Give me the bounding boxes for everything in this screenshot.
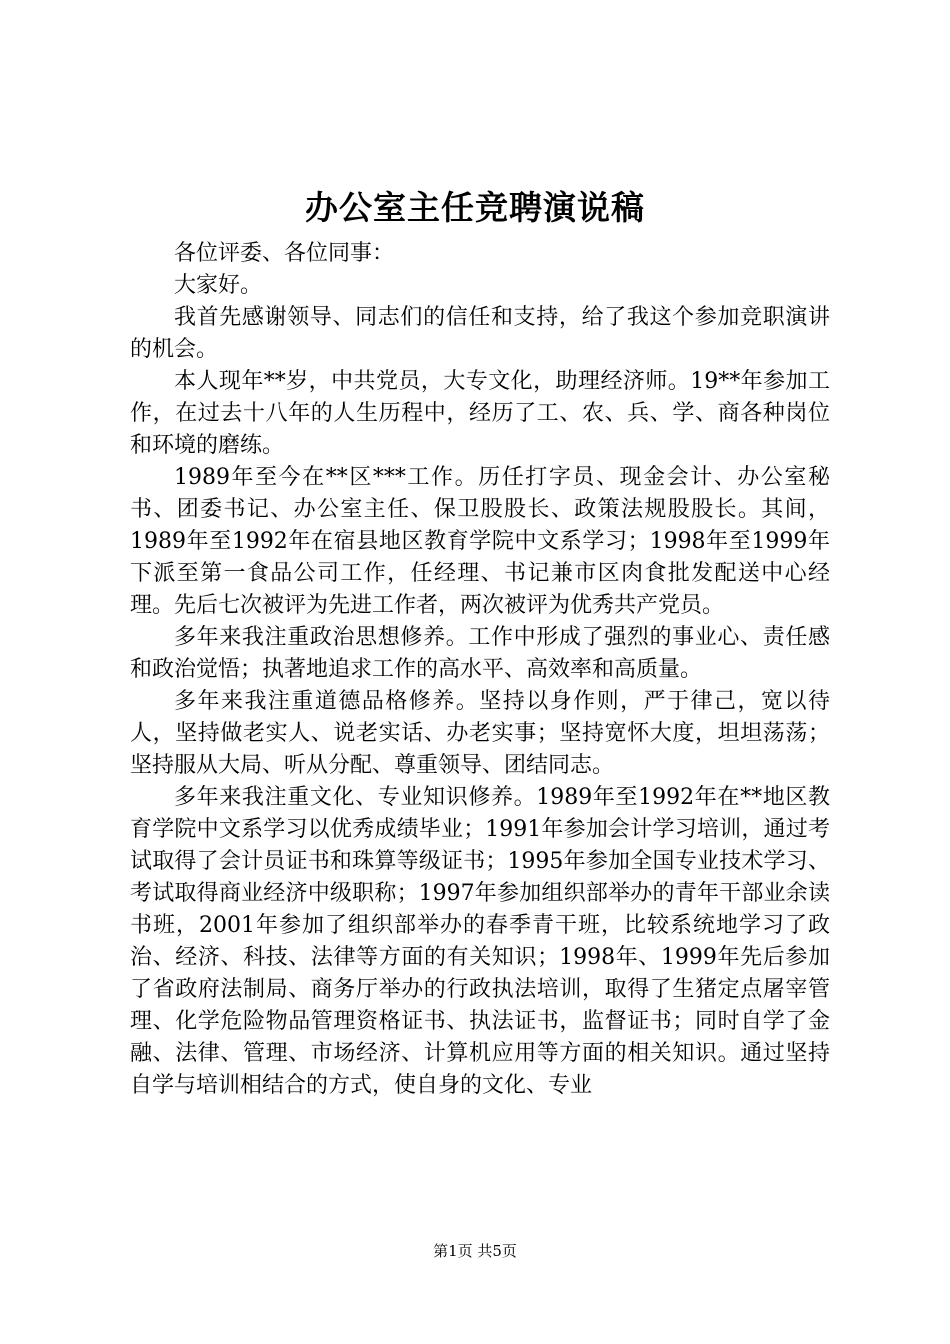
document-title: 办公室主任竞聘演说稿 [305,188,645,227]
paragraph-thanks: 我首先感谢领导、同志们的信任和支持，给了我这个参加竞职演讲的机会。 [130,305,830,362]
paragraph-moral-cultivation: 多年来我注重道德品格修养。坚持以身作则，严于律己，宽以待人，坚持做老实人、说老实话、办老实事；坚持宽怀大度，坦坦荡荡；坚持服从大局、听从分配、尊重领导、团结同志。 [130,689,830,778]
page-footer: 第1页 共5页 [433,1242,517,1260]
paragraph-introduction: 本人现年**岁，中共党员，大专文化，助理经济师。19**年参加工作，在过去十八年的人生历程中，经历了工、农、兵、学、商各种岗位和环境的磨练。 [130,369,830,458]
paragraph-hello: 大家好。 [174,273,263,298]
paragraph-knowledge-cultivation: 多年来我注重文化、专业知识修养。1989年至1992年在**地区教育学院中文系学习以优秀成绩毕业；1991年参加会计学习培训，通过考试取得了会计员证书和珠算等级证书；1995年参加全国专业技术学习、考试取得商业经济中级职称；1997年参加组织部举办的青年干部业余读书班，2001年参加了组织部举办的春季青干班，比较系统地学习了政治、经济、科技、法律等方面的有关知识；1998年、1999年先后参加了省政府法制局、商务厅举办的行政执法培训，取得了生猪定点屠宰管理、化学危险物品管理资格证书、执法证书，监督证书；同时自学了金融、法律、管理、市场经济、计算机应用等方面的相关知识。通过坚持自学与培训相结合的方式，使自身的文化、专业 [130,785,830,1098]
document-body [130,238,830,1102]
paragraph-political-cultivation: 多年来我注重政治思想修养。工作中形成了强烈的事业心、责任感和政治觉悟；执著地追求工作的高水平、高效率和高质量。 [130,625,830,682]
paragraph-work-history: 1989年至今在**区***工作。历任打字员、现金会计、办公室秘书、团委书记、办公室主任、保卫股股长、政策法规股股长。其间，1989年至1992年在宿县地区教育学院中文系学习；1998年至1999年下派至第一食品公司工作，任经理、书记兼市区肉食批发配送中心经理。先后七次被评为先进工作者，两次被评为优秀共产党员。 [130,465,830,618]
paragraph-greeting: 各位评委、各位同事： [174,241,395,266]
